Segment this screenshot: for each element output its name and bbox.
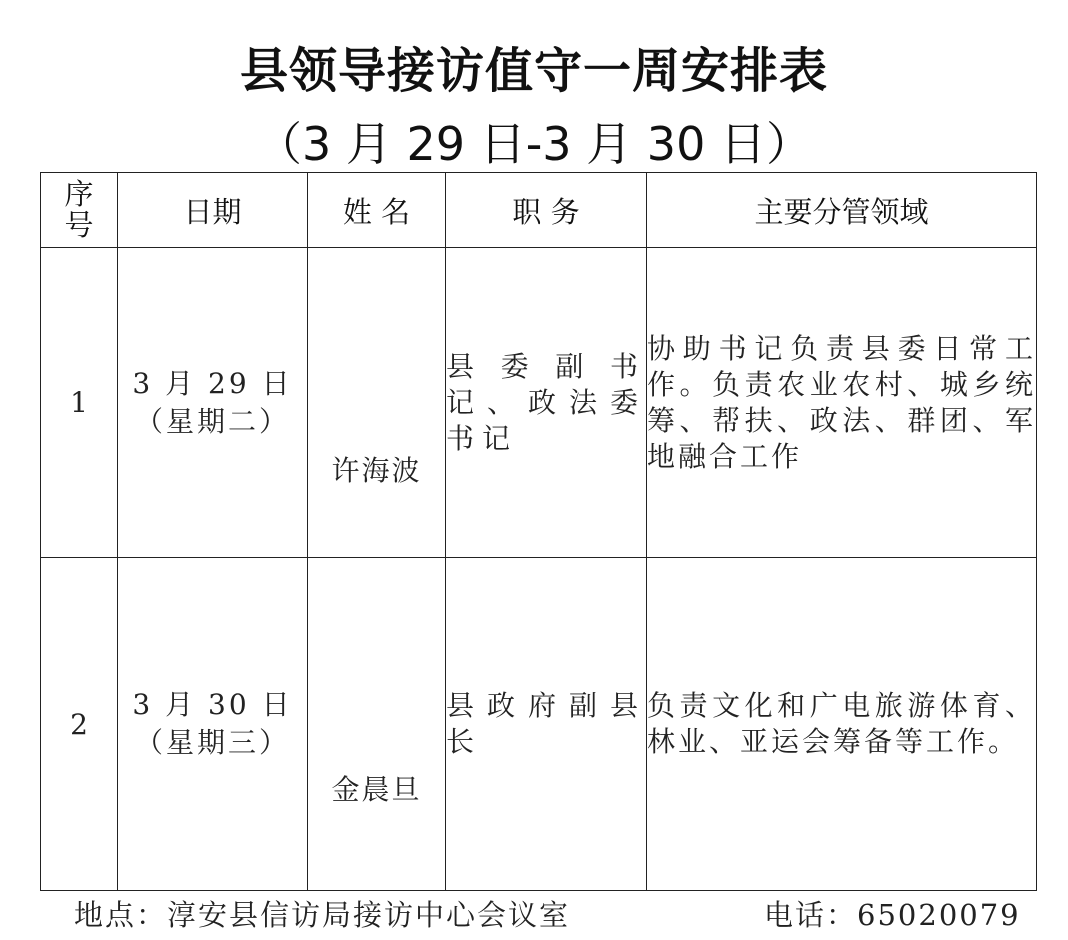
header-duties: 主要分管领域 (647, 173, 1037, 248)
row-weekday: （星期二） (134, 404, 290, 438)
row-name-cell (308, 558, 446, 891)
location-label: 地点： (74, 898, 168, 932)
date-range-subtitle: （3 月 29 日-3 月 30 日） (256, 117, 812, 171)
footer-location (74, 893, 570, 934)
row-date-text: 3 月 29 日 (132, 366, 293, 400)
page-title: 县领导接访值守一周安排表 (239, 43, 828, 99)
row-date (118, 248, 308, 558)
row-name-cell (308, 248, 446, 558)
row-date-text: 3 月 30 日 (132, 688, 293, 721)
header-serial-number (41, 173, 118, 248)
row-name: 金晨旦 (331, 773, 422, 806)
row-position: 县委副书记、政法委书记 (446, 248, 647, 558)
phone-label: 电话： (764, 898, 858, 932)
row-duties: 负责文化和广电旅游体育、林业、亚运会筹备等工作。 (647, 558, 1037, 891)
row-serial-number: 2 (41, 558, 118, 891)
table-row (41, 558, 1037, 891)
location-value: 淳安县信访局接访中心会议室 (167, 898, 571, 932)
footer-phone (764, 893, 1021, 934)
row-weekday: （星期三） (134, 726, 290, 759)
header-name: 姓 名 (308, 173, 446, 248)
row-position: 县政府副县长 (446, 558, 647, 891)
row-name: 许海波 (331, 454, 422, 487)
row-duties: 协助书记负责县委日常工作。负责农业农村、城乡统筹、帮扶、政法、群团、军地融合工作 (647, 248, 1037, 558)
table-row (41, 248, 1037, 558)
duty-schedule-table (40, 172, 1037, 891)
table-header-row (41, 173, 1037, 248)
header-serial-line1: 序 (64, 177, 94, 211)
header-position: 职 务 (446, 173, 647, 248)
row-serial-number: 1 (41, 248, 118, 558)
row-date (118, 558, 308, 891)
header-date: 日期 (118, 173, 308, 248)
header-serial-line2: 号 (64, 208, 94, 242)
phone-number: 65020079 (857, 898, 1021, 932)
